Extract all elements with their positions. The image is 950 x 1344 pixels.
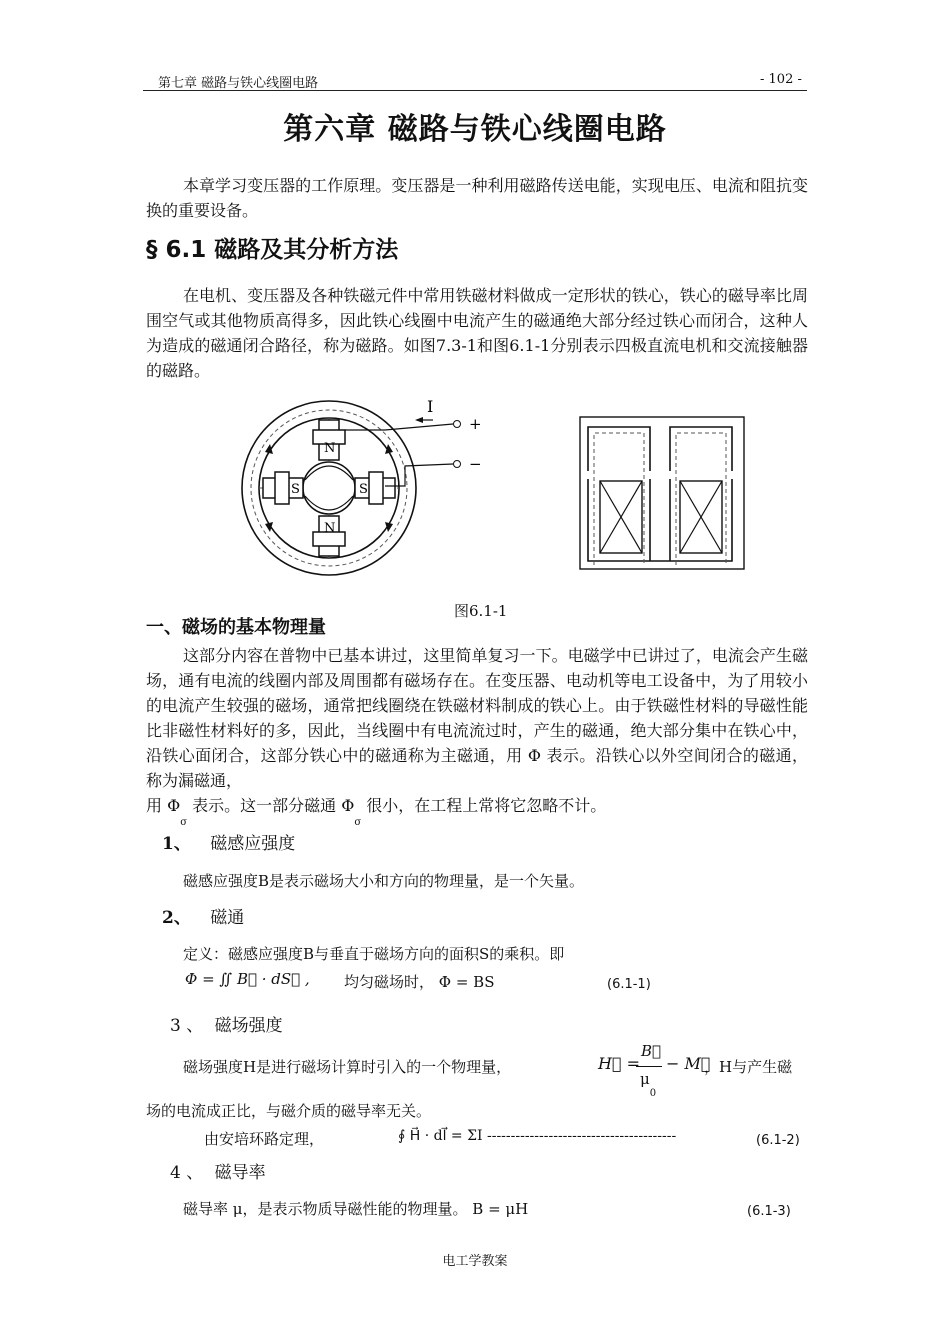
section-intro-paragraph: 在电机、变压器及各种铁磁元件中常用铁磁材料做成一定形状的铁心，铁心的磁导率比周围空气或其他物质高得多，因此铁心线圈中电流产生的磁通绝大部分经过铁心而闭合，这种人为造成的磁通闭合路径，称为磁路。如图7.3-1和图6.1-1分别表示四极直流电机和交流接触器的磁路。 [146,286,808,380]
pole-label-n-bottom: N [324,521,336,536]
coil-left [275,472,289,504]
chapter-title: 第六章 磁路与铁心线圈电路 [283,112,667,147]
mu-symbol: μ [640,1070,650,1088]
ampere-law-text: 由安培环路定理， [204,1130,325,1148]
figure-caption: 图6.1-1 [454,602,508,620]
subsection-2 [162,903,244,928]
sigma-subscript: σ [354,817,362,829]
pole-label-n-top: N [324,441,336,456]
coil-right [369,472,383,504]
subsection-3-number: 3 、 [170,1016,204,1036]
dc-motor-magnetic-circuit-diagram [235,390,495,590]
subsection-1-title: 磁感应强度 [210,834,296,854]
field-strength-text-continued: 场的电流成正比，与磁介质的磁导率无关。 [146,1102,432,1120]
fraction-denominator [640,1070,657,1099]
current-label: I [427,397,434,416]
plus-label: + [469,415,482,433]
equation-number-6-1-2: (6.1-2) [756,1133,800,1148]
subsection-heading: 一、磁场的基本物理量 [146,617,326,638]
terminal-minus [454,461,461,468]
field-strength-text-end: ，H与产生磁 [704,1058,793,1076]
header-divider [143,90,807,91]
subsection-4-title: 磁导率 [214,1163,266,1183]
subsection-4 [170,1158,266,1183]
leakage-flux-text-c: 很小，在工程上常将它忽略不计。 [361,796,607,815]
running-header-page-number: - 102 - [760,72,802,87]
magnetic-field-paragraph: 这部分内容在普物中已基本讲过，这里简单复习一下。电磁学中已讲过了，电流会产生磁场，通有电流的线圈内部及周围都有磁场存在。在变压器、电动机等电工设备中，为了用较小的电流产生较强的磁场，通常把线圈绕在铁磁材料制成的铁心上。由于铁磁性材料的导磁性能比非磁性材料好的多，因此，当线圈中有电流流过时，产生的磁通，绝大部分集中在铁心中，沿铁心面闭合，这部分铁心中的磁通称为主磁通，用 Φ 表示。沿铁心以外空间闭合的磁通，称为漏磁通， [146,646,808,790]
subsection-1 [162,829,295,854]
subsection-3 [170,1011,283,1036]
subsection-2-title: 磁通 [210,908,245,928]
leakage-flux-line [146,793,607,829]
subsection-4-number: 4 、 [170,1163,204,1183]
leakage-flux-text-a: 用 Φ [146,796,181,815]
terminal-plus [454,421,461,428]
page-footer: 电工学教案 [442,1254,508,1269]
ac-contactor-magnetic-circuit-diagram [578,415,748,575]
fraction-bar [636,1066,662,1067]
permeability-definition: 磁导率 μ，是表示物质导磁性能的物理量。 B = μH [183,1200,529,1218]
flux-uniform-equation: 均匀磁场时， Φ = BS [344,973,495,991]
magnetic-induction-definition: 磁感应强度B是表示磁场大小和方向的物理量，是一个矢量。 [183,872,585,890]
running-header-chapter: 第七章 磁路与铁心线圈电路 [158,76,319,91]
equation-number-6-1-3: (6.1-3) [747,1204,791,1219]
field-strength-rhs: − M⃗ [666,1054,711,1073]
leakage-flux-text-b: 表示。这一部分磁通 Φ [187,796,355,815]
armature [303,462,355,514]
pole-label-s-right: S [359,482,368,497]
minus-label: − [469,455,482,473]
chapter-intro: 本章学习变压器的工作原理。变压器是一种利用磁路传送电能，实现电压、电流和阻抗变换的重要设备。 [146,176,808,220]
section-heading: § 6.1 磁路及其分析方法 [146,237,399,263]
sigma-subscript: σ [180,817,188,829]
pole-label-s-left: S [291,482,300,497]
flux-integral-equation: Φ = ∬ B⃗ · dS⃗ , [185,970,310,988]
subsection-3-title: 磁场强度 [214,1016,283,1036]
flux-definition: 定义：磁感应强度B与垂直于磁场方向的面积S的乘积。即 [183,945,565,963]
ampere-law-equation: ∮ H⃗ · dl⃗ = ΣI ---------------------------------------- [398,1128,677,1144]
subsection-1-number: 1、 [162,834,191,854]
current-arrow-icon [415,417,423,423]
fraction-numerator: B⃗ [641,1042,662,1060]
equation-number-6-1-1: (6.1-1) [607,977,651,992]
field-strength-text: 磁场强度H是进行磁场计算时引入的一个物理量， [183,1058,512,1076]
mu-subscript: 0 [649,1088,657,1099]
field-strength-lhs: H⃗ = [598,1054,641,1073]
subsection-2-number: 2、 [162,908,191,928]
armature-top [588,427,732,471]
